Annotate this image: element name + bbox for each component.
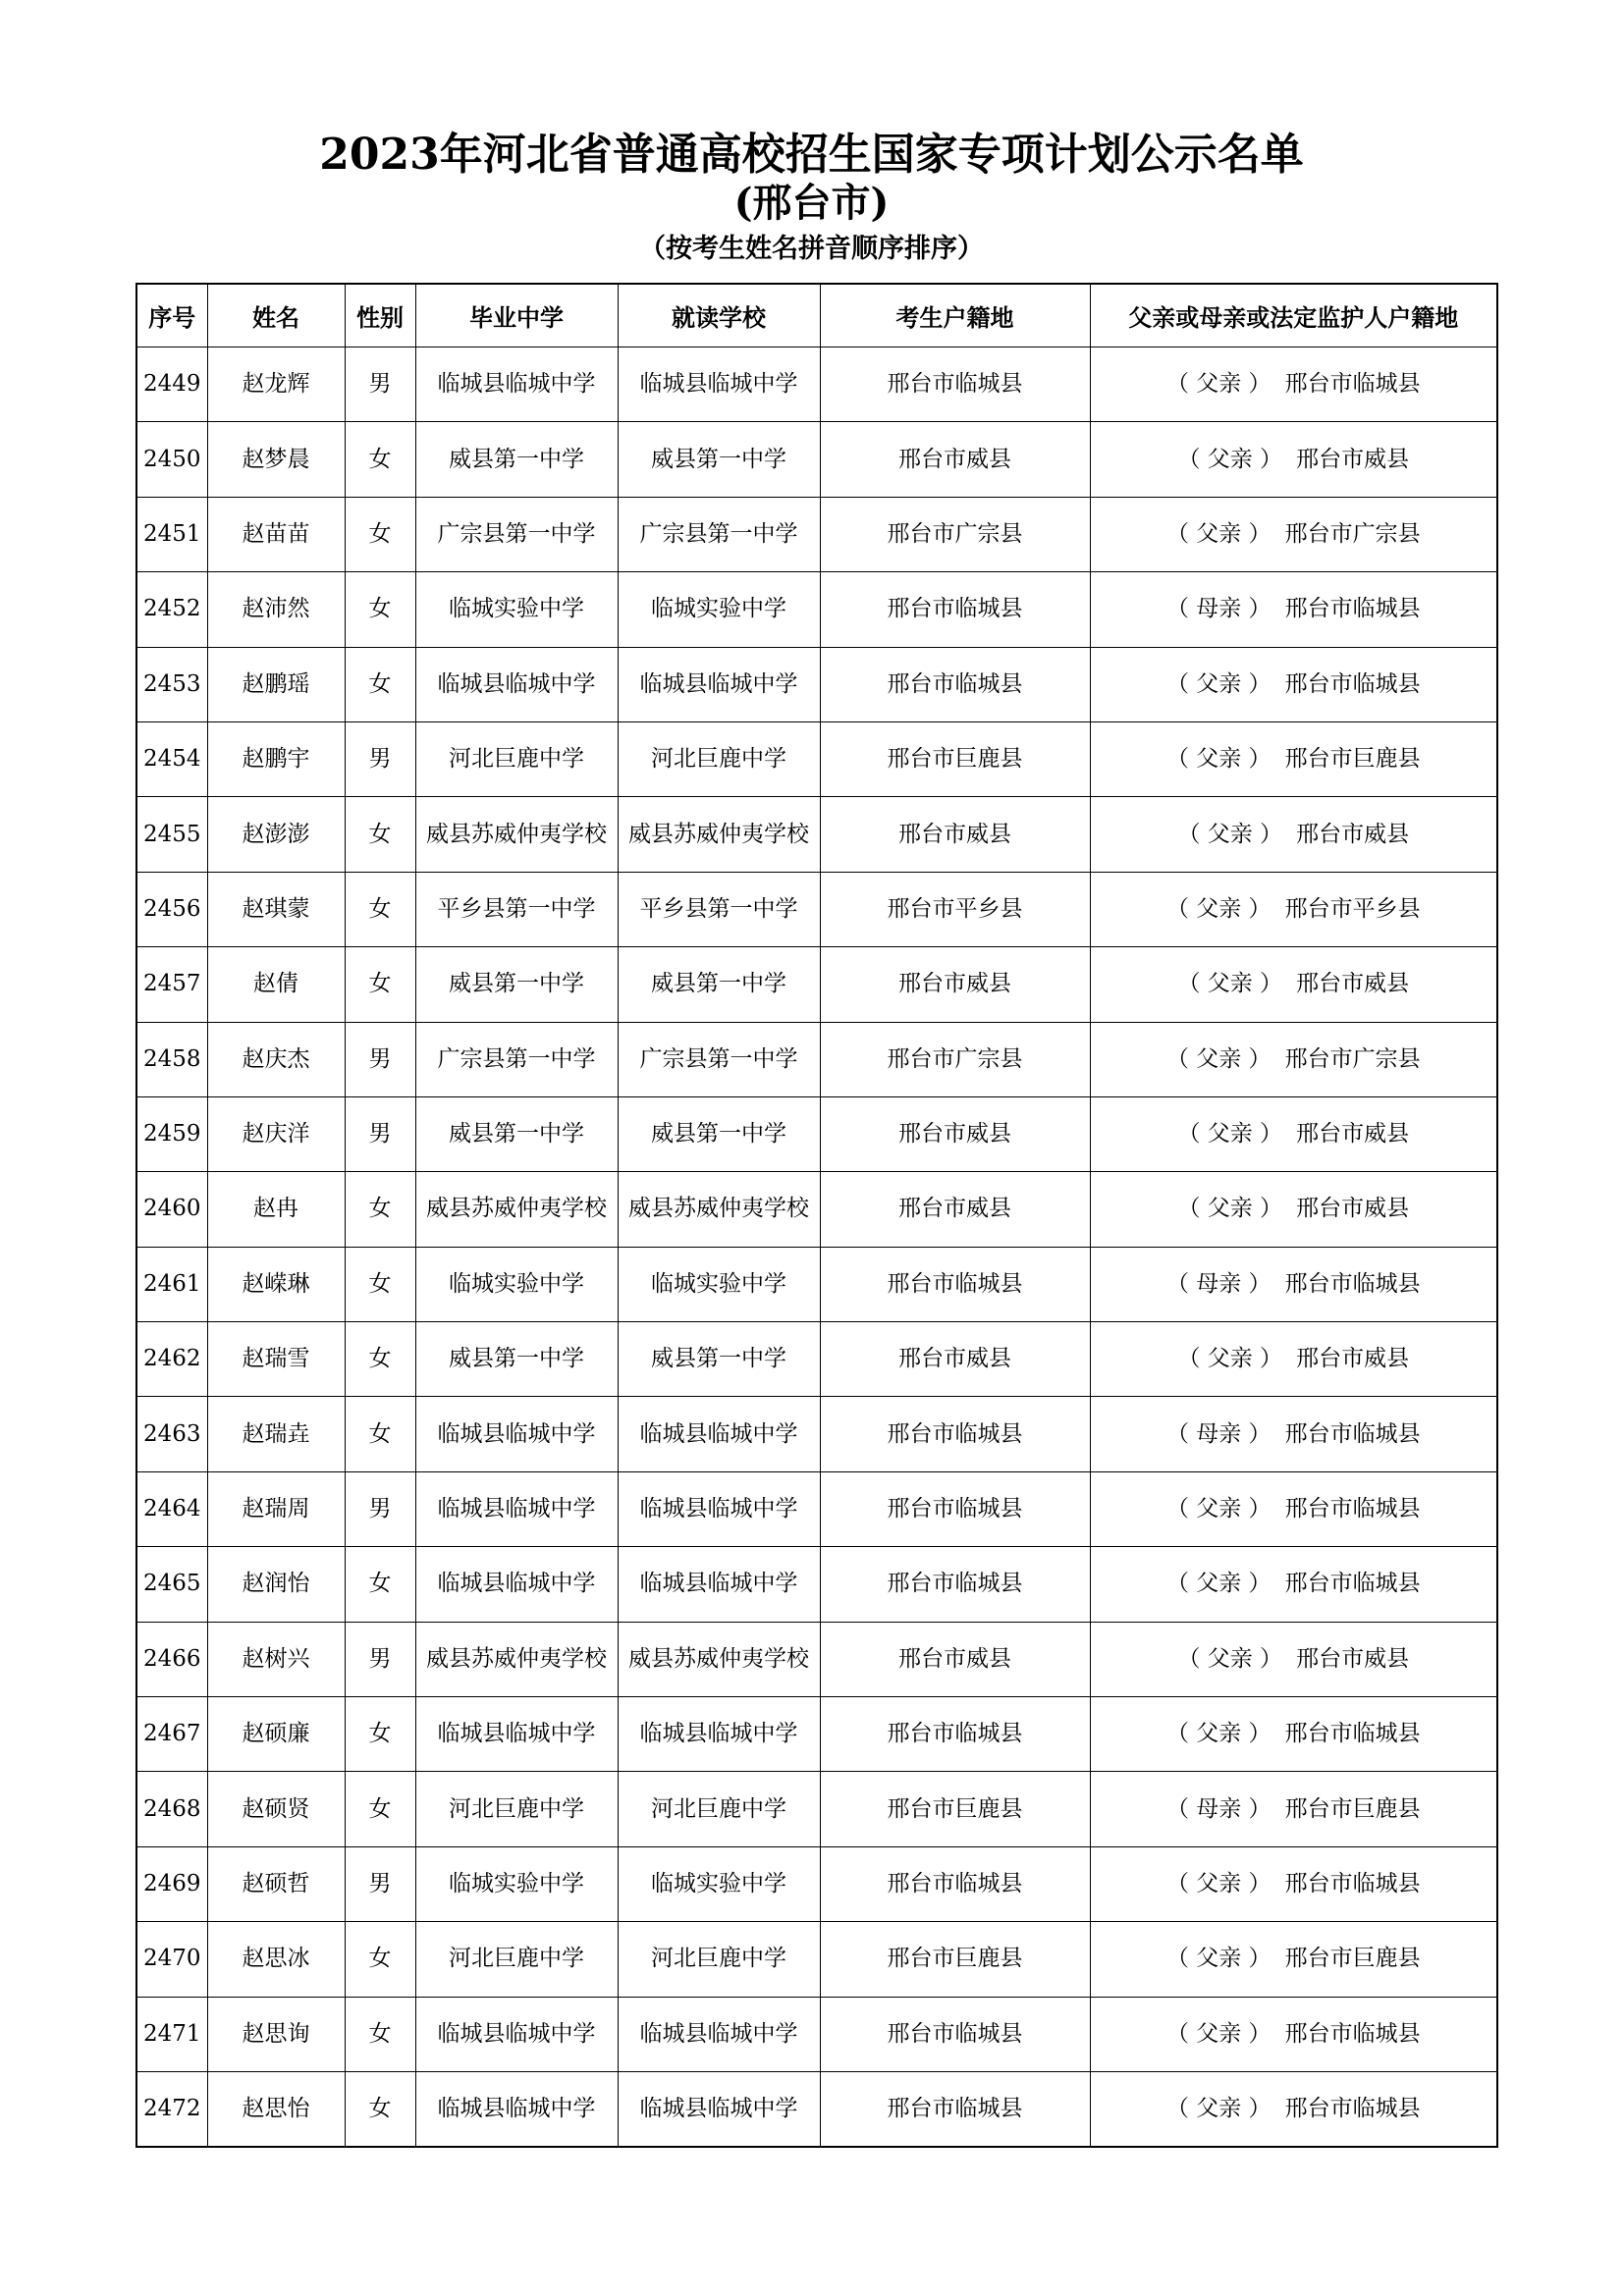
guardian-relation: 父亲	[1196, 2020, 1242, 2047]
cell-guardian-domicile: （ 母亲 ） 邢台市临城县	[1090, 1397, 1497, 1471]
table-row	[136, 1846, 1497, 1921]
sort-note: （按考生姓名拼音顺序排序）	[639, 234, 984, 264]
cell-grad-school: 临城县临城中学	[415, 1397, 618, 1471]
cell-guardian-domicile: （ 母亲 ） 邢台市巨鹿县	[1090, 1772, 1497, 1846]
cell-name: 赵润怡	[207, 1547, 345, 1622]
cell-domicile: 邢台市临城县	[820, 1697, 1090, 1772]
cell-domicile: 邢台市威县	[820, 797, 1090, 872]
cell-guardian-domicile: （ 父亲 ） 邢台市威县	[1090, 947, 1497, 1022]
header-guardian-domicile: 父亲或母亲或法定监护人户籍地	[1090, 284, 1497, 347]
cell-no: 2455	[136, 797, 207, 872]
cell-study-school: 广宗县第一中学	[618, 1022, 820, 1096]
cell-grad-school: 威县苏威仲夷学校	[415, 797, 618, 872]
cell-study-school: 广宗县第一中学	[618, 497, 820, 571]
cell-no: 2472	[136, 2071, 207, 2147]
cell-grad-school: 临城县临城中学	[415, 1471, 618, 1546]
cell-study-school: 河北巨鹿中学	[618, 721, 820, 796]
cell-domicile: 邢台市临城县	[820, 1846, 1090, 1921]
document-title: 2023年河北省普通高校招生国家专项计划公示名单	[319, 130, 1304, 180]
guardian-relation: 父亲	[1196, 895, 1242, 922]
guardian-relation: 父亲	[1207, 1346, 1253, 1372]
guardian-location: 邢台市广宗县	[1284, 1045, 1421, 1072]
guardian-relation: 父亲	[1196, 1871, 1242, 1896]
guardian-location: 邢台市威县	[1296, 1196, 1410, 1222]
cell-study-school: 河北巨鹿中学	[618, 1922, 820, 1997]
cell-guardian-domicile: （ 父亲 ） 邢台市威县	[1090, 1096, 1497, 1171]
cell-grad-school: 威县苏威仲夷学校	[415, 1172, 618, 1247]
cell-guardian-domicile: （ 父亲 ） 邢台市临城县	[1090, 1697, 1497, 1772]
cell-domicile: 邢台市临城县	[820, 1997, 1090, 2071]
cell-domicile: 邢台市临城县	[820, 1471, 1090, 1546]
cell-name: 赵倩	[207, 947, 345, 1022]
cell-gender: 男	[345, 1471, 415, 1546]
table-row	[136, 1697, 1497, 1772]
header-grad-school: 毕业中学	[415, 284, 618, 347]
cell-gender: 女	[345, 497, 415, 571]
guardian-relation: 父亲	[1196, 1721, 1242, 1747]
cell-domicile: 邢台市临城县	[820, 347, 1090, 422]
table-body	[136, 347, 1497, 2148]
cell-guardian-domicile: （ 父亲 ） 邢台市威县	[1090, 1172, 1497, 1247]
table-row	[136, 497, 1497, 571]
header-no: 序号	[136, 284, 207, 347]
guardian-location: 邢台市威县	[1296, 1645, 1410, 1672]
cell-gender: 女	[345, 1247, 415, 1321]
cell-study-school: 临城县临城中学	[618, 647, 820, 721]
guardian-relation: 父亲	[1196, 520, 1242, 547]
header-name: 姓名	[207, 284, 345, 347]
cell-grad-school: 河北巨鹿中学	[415, 1772, 618, 1846]
cell-name: 赵瑞雪	[207, 1322, 345, 1397]
header-gender: 性别	[345, 284, 415, 347]
cell-study-school: 威县第一中学	[618, 1096, 820, 1171]
header-study-school: 就读学校	[618, 284, 820, 347]
cell-study-school: 临城县临城中学	[618, 347, 820, 422]
cell-guardian-domicile: （ 父亲 ） 邢台市临城县	[1090, 2071, 1497, 2147]
guardian-location: 邢台市临城县	[1284, 2020, 1421, 2047]
cell-no: 2466	[136, 1622, 207, 1696]
cell-domicile: 邢台市威县	[820, 422, 1090, 497]
cell-guardian-domicile: （ 父亲 ） 邢台市平乡县	[1090, 872, 1497, 946]
cell-name: 赵沛然	[207, 572, 345, 647]
guardian-location: 邢台市临城县	[1284, 371, 1421, 398]
cell-gender: 男	[345, 347, 415, 422]
cell-domicile: 邢台市巨鹿县	[820, 1922, 1090, 1997]
cell-study-school: 威县第一中学	[618, 1322, 820, 1397]
cell-gender: 女	[345, 2071, 415, 2147]
cell-study-school: 临城实验中学	[618, 1247, 820, 1321]
cell-study-school: 临城县临城中学	[618, 1397, 820, 1471]
guardian-location: 邢台市威县	[1296, 971, 1410, 997]
cell-domicile: 邢台市临城县	[820, 572, 1090, 647]
header-domicile: 考生户籍地	[820, 284, 1090, 347]
guardian-location: 邢台市巨鹿县	[1284, 1946, 1421, 1972]
cell-gender: 女	[345, 1772, 415, 1846]
cell-gender: 女	[345, 1697, 415, 1772]
cell-guardian-domicile: （ 母亲 ） 邢台市临城县	[1090, 572, 1497, 647]
table-row	[136, 1547, 1497, 1622]
table-row	[136, 347, 1497, 422]
cell-gender: 女	[345, 647, 415, 721]
table-row	[136, 1922, 1497, 1997]
cell-domicile: 邢台市临城县	[820, 1397, 1090, 1471]
cell-guardian-domicile: （ 父亲 ） 邢台市临城县	[1090, 1547, 1497, 1622]
table-row	[136, 1322, 1497, 1397]
cell-no: 2464	[136, 1471, 207, 1546]
cell-no: 2451	[136, 497, 207, 571]
cell-no: 2461	[136, 1247, 207, 1321]
cell-guardian-domicile: （ 父亲 ） 邢台市巨鹿县	[1090, 721, 1497, 796]
cell-study-school: 临城实验中学	[618, 572, 820, 647]
cell-gender: 男	[345, 721, 415, 796]
cell-study-school: 威县苏威仲夷学校	[618, 1622, 820, 1696]
cell-no: 2457	[136, 947, 207, 1022]
cell-gender: 男	[345, 1096, 415, 1171]
cell-grad-school: 临城县临城中学	[415, 1547, 618, 1622]
cell-study-school: 临城县临城中学	[618, 1547, 820, 1622]
table-row	[136, 422, 1497, 497]
cell-grad-school: 临城县临城中学	[415, 347, 618, 422]
cell-grad-school: 广宗县第一中学	[415, 497, 618, 571]
cell-name: 赵思怡	[207, 2071, 345, 2147]
table-row	[136, 797, 1497, 872]
table-row	[136, 947, 1497, 1022]
cell-domicile: 邢台市巨鹿县	[820, 721, 1090, 796]
cell-name: 赵思询	[207, 1997, 345, 2071]
cell-no: 2450	[136, 422, 207, 497]
cell-guardian-domicile: （ 父亲 ） 邢台市临城县	[1090, 1471, 1497, 1546]
cell-name: 赵树兴	[207, 1622, 345, 1696]
guardian-relation: 父亲	[1196, 1571, 1242, 1597]
cell-guardian-domicile: （ 父亲 ） 邢台市临城县	[1090, 1846, 1497, 1921]
cell-gender: 女	[345, 1397, 415, 1471]
cell-domicile: 邢台市临城县	[820, 1247, 1090, 1321]
guardian-location: 邢台市临城县	[1284, 1871, 1421, 1896]
cell-gender: 男	[345, 1622, 415, 1696]
guardian-location: 邢台市临城县	[1284, 670, 1421, 697]
cell-domicile: 邢台市临城县	[820, 1547, 1090, 1622]
guardian-relation: 母亲	[1196, 1420, 1242, 1447]
guardian-relation: 父亲	[1196, 1045, 1242, 1072]
cell-domicile: 邢台市威县	[820, 1622, 1090, 1696]
cell-grad-school: 临城实验中学	[415, 572, 618, 647]
guardian-location: 邢台市巨鹿县	[1284, 746, 1421, 773]
cell-grad-school: 平乡县第一中学	[415, 872, 618, 946]
cell-grad-school: 广宗县第一中学	[415, 1022, 618, 1096]
table-row	[136, 572, 1497, 647]
guardian-relation: 父亲	[1207, 1121, 1253, 1148]
cell-study-school: 临城实验中学	[618, 1846, 820, 1921]
cell-name: 赵硕哲	[207, 1846, 345, 1921]
cell-gender: 女	[345, 422, 415, 497]
cell-gender: 女	[345, 872, 415, 946]
cell-guardian-domicile: （ 父亲 ） 邢台市威县	[1090, 422, 1497, 497]
cell-gender: 男	[345, 1846, 415, 1921]
cell-grad-school: 临城县临城中学	[415, 1697, 618, 1772]
cell-guardian-domicile: （ 母亲 ） 邢台市临城县	[1090, 1247, 1497, 1321]
cell-guardian-domicile: （ 父亲 ） 邢台市临城县	[1090, 647, 1497, 721]
cell-name: 赵鹏瑶	[207, 647, 345, 721]
cell-no: 2468	[136, 1772, 207, 1846]
cell-no: 2453	[136, 647, 207, 721]
cell-domicile: 邢台市威县	[820, 1096, 1090, 1171]
cell-domicile: 邢台市广宗县	[820, 1022, 1090, 1096]
table-row	[136, 1997, 1497, 2071]
cell-name: 赵琪蒙	[207, 872, 345, 946]
cell-no: 2465	[136, 1547, 207, 1622]
cell-domicile: 邢台市威县	[820, 947, 1090, 1022]
cell-study-school: 威县第一中学	[618, 947, 820, 1022]
cell-domicile: 邢台市平乡县	[820, 872, 1090, 946]
cell-name: 赵庆洋	[207, 1096, 345, 1171]
table-row	[136, 1096, 1497, 1171]
guardian-location: 邢台市临城县	[1284, 1496, 1421, 1522]
cell-gender: 女	[345, 947, 415, 1022]
guardian-relation: 父亲	[1196, 1946, 1242, 1972]
cell-domicile: 邢台市临城县	[820, 647, 1090, 721]
cell-grad-school: 威县第一中学	[415, 1096, 618, 1171]
cell-grad-school: 河北巨鹿中学	[415, 721, 618, 796]
cell-gender: 女	[345, 797, 415, 872]
cell-grad-school: 临城县临城中学	[415, 647, 618, 721]
cell-study-school: 威县苏威仲夷学校	[618, 1172, 820, 1247]
admission-list-table	[135, 283, 1498, 2148]
cell-name: 赵鹏宇	[207, 721, 345, 796]
cell-name: 赵思冰	[207, 1922, 345, 1997]
cell-guardian-domicile: （ 父亲 ） 邢台市威县	[1090, 1322, 1497, 1397]
cell-study-school: 威县第一中学	[618, 422, 820, 497]
cell-no: 2454	[136, 721, 207, 796]
cell-grad-school: 临城县临城中学	[415, 2071, 618, 2147]
cell-no: 2460	[136, 1172, 207, 1247]
table-row	[136, 1247, 1497, 1321]
cell-gender: 男	[345, 1022, 415, 1096]
cell-study-school: 威县苏威仲夷学校	[618, 797, 820, 872]
guardian-location: 邢台市巨鹿县	[1284, 1795, 1421, 1822]
cell-gender: 女	[345, 1172, 415, 1247]
guardian-relation: 父亲	[1207, 821, 1253, 847]
cell-name: 赵梦晨	[207, 422, 345, 497]
cell-no: 2467	[136, 1697, 207, 1772]
cell-grad-school: 临城实验中学	[415, 1247, 618, 1321]
cell-study-school: 河北巨鹿中学	[618, 1772, 820, 1846]
table-row	[136, 721, 1497, 796]
table-row	[136, 1397, 1497, 1471]
cell-no: 2452	[136, 572, 207, 647]
cell-guardian-domicile: （ 父亲 ） 邢台市临城县	[1090, 1997, 1497, 2071]
cell-name: 赵苗苗	[207, 497, 345, 571]
cell-name: 赵冉	[207, 1172, 345, 1247]
cell-name: 赵硕廉	[207, 1697, 345, 1772]
guardian-location: 邢台市威县	[1296, 1121, 1410, 1148]
cell-domicile: 邢台市广宗县	[820, 497, 1090, 571]
document-subtitle: (邢台市)	[733, 180, 890, 226]
guardian-location: 邢台市临城县	[1284, 1270, 1421, 1297]
guardian-relation: 父亲	[1207, 1645, 1253, 1672]
guardian-location: 邢台市临城县	[1284, 2096, 1421, 2122]
cell-grad-school: 威县第一中学	[415, 947, 618, 1022]
guardian-location: 邢台市临城县	[1284, 1721, 1421, 1747]
cell-grad-school: 威县苏威仲夷学校	[415, 1622, 618, 1696]
cell-gender: 女	[345, 1547, 415, 1622]
cell-no: 2449	[136, 347, 207, 422]
cell-study-school: 临城县临城中学	[618, 2071, 820, 2147]
cell-guardian-domicile: （ 父亲 ） 邢台市临城县	[1090, 347, 1497, 422]
cell-no: 2470	[136, 1922, 207, 1997]
cell-grad-school: 威县第一中学	[415, 422, 618, 497]
cell-no: 2456	[136, 872, 207, 946]
cell-name: 赵庆杰	[207, 1022, 345, 1096]
cell-name: 赵嵘琳	[207, 1247, 345, 1321]
cell-name: 赵澎澎	[207, 797, 345, 872]
cell-name: 赵龙辉	[207, 347, 345, 422]
guardian-location: 邢台市临城县	[1284, 1420, 1421, 1447]
cell-guardian-domicile: （ 父亲 ） 邢台市威县	[1090, 1622, 1497, 1696]
table-header-row	[136, 284, 1497, 347]
document-header	[0, 130, 1623, 267]
cell-grad-school: 临城实验中学	[415, 1846, 618, 1921]
guardian-location: 邢台市广宗县	[1284, 520, 1421, 547]
cell-guardian-domicile: （ 父亲 ） 邢台市广宗县	[1090, 497, 1497, 571]
guardian-location: 邢台市威县	[1296, 446, 1410, 472]
guardian-location: 邢台市临城县	[1284, 596, 1421, 622]
guardian-location: 邢台市威县	[1296, 1346, 1410, 1372]
cell-guardian-domicile: （ 父亲 ） 邢台市巨鹿县	[1090, 1922, 1497, 1997]
guardian-location: 邢台市威县	[1296, 821, 1410, 847]
guardian-location: 邢台市平乡县	[1284, 895, 1421, 922]
table-row	[136, 1022, 1497, 1096]
guardian-relation: 母亲	[1196, 596, 1242, 622]
guardian-relation: 父亲	[1207, 971, 1253, 997]
guardian-relation: 父亲	[1196, 670, 1242, 697]
table-row	[136, 647, 1497, 721]
cell-name: 赵瑞垚	[207, 1397, 345, 1471]
cell-guardian-domicile: （ 父亲 ） 邢台市威县	[1090, 797, 1497, 872]
cell-no: 2458	[136, 1022, 207, 1096]
cell-domicile: 邢台市巨鹿县	[820, 1772, 1090, 1846]
guardian-relation: 父亲	[1196, 371, 1242, 398]
cell-name: 赵瑞周	[207, 1471, 345, 1546]
cell-domicile: 邢台市威县	[820, 1172, 1090, 1247]
cell-no: 2463	[136, 1397, 207, 1471]
cell-grad-school: 临城县临城中学	[415, 1997, 618, 2071]
table-row	[136, 1471, 1497, 1546]
table-row	[136, 1172, 1497, 1247]
cell-gender: 女	[345, 572, 415, 647]
table-row	[136, 1772, 1497, 1846]
cell-gender: 女	[345, 1322, 415, 1397]
guardian-relation: 母亲	[1196, 1270, 1242, 1297]
guardian-location: 邢台市临城县	[1284, 1571, 1421, 1597]
cell-gender: 女	[345, 1997, 415, 2071]
cell-study-school: 临城县临城中学	[618, 1697, 820, 1772]
table-row	[136, 1622, 1497, 1696]
guardian-relation: 父亲	[1196, 746, 1242, 773]
cell-name: 赵硕贤	[207, 1772, 345, 1846]
guardian-relation: 父亲	[1196, 2096, 1242, 2122]
guardian-relation: 母亲	[1196, 1795, 1242, 1822]
cell-domicile: 邢台市临城县	[820, 2071, 1090, 2147]
cell-no: 2462	[136, 1322, 207, 1397]
cell-gender: 女	[345, 1922, 415, 1997]
cell-study-school: 平乡县第一中学	[618, 872, 820, 946]
cell-study-school: 临城县临城中学	[618, 1997, 820, 2071]
table-row	[136, 2071, 1497, 2147]
cell-grad-school: 河北巨鹿中学	[415, 1922, 618, 1997]
cell-no: 2459	[136, 1096, 207, 1171]
guardian-relation: 父亲	[1207, 1196, 1253, 1222]
cell-no: 2471	[136, 1997, 207, 2071]
guardian-relation: 父亲	[1196, 1496, 1242, 1522]
guardian-relation: 父亲	[1207, 446, 1253, 472]
cell-study-school: 临城县临城中学	[618, 1471, 820, 1546]
cell-guardian-domicile: （ 父亲 ） 邢台市广宗县	[1090, 1022, 1497, 1096]
table-row	[136, 872, 1497, 946]
cell-domicile: 邢台市威县	[820, 1322, 1090, 1397]
cell-grad-school: 威县第一中学	[415, 1322, 618, 1397]
cell-no: 2469	[136, 1846, 207, 1921]
